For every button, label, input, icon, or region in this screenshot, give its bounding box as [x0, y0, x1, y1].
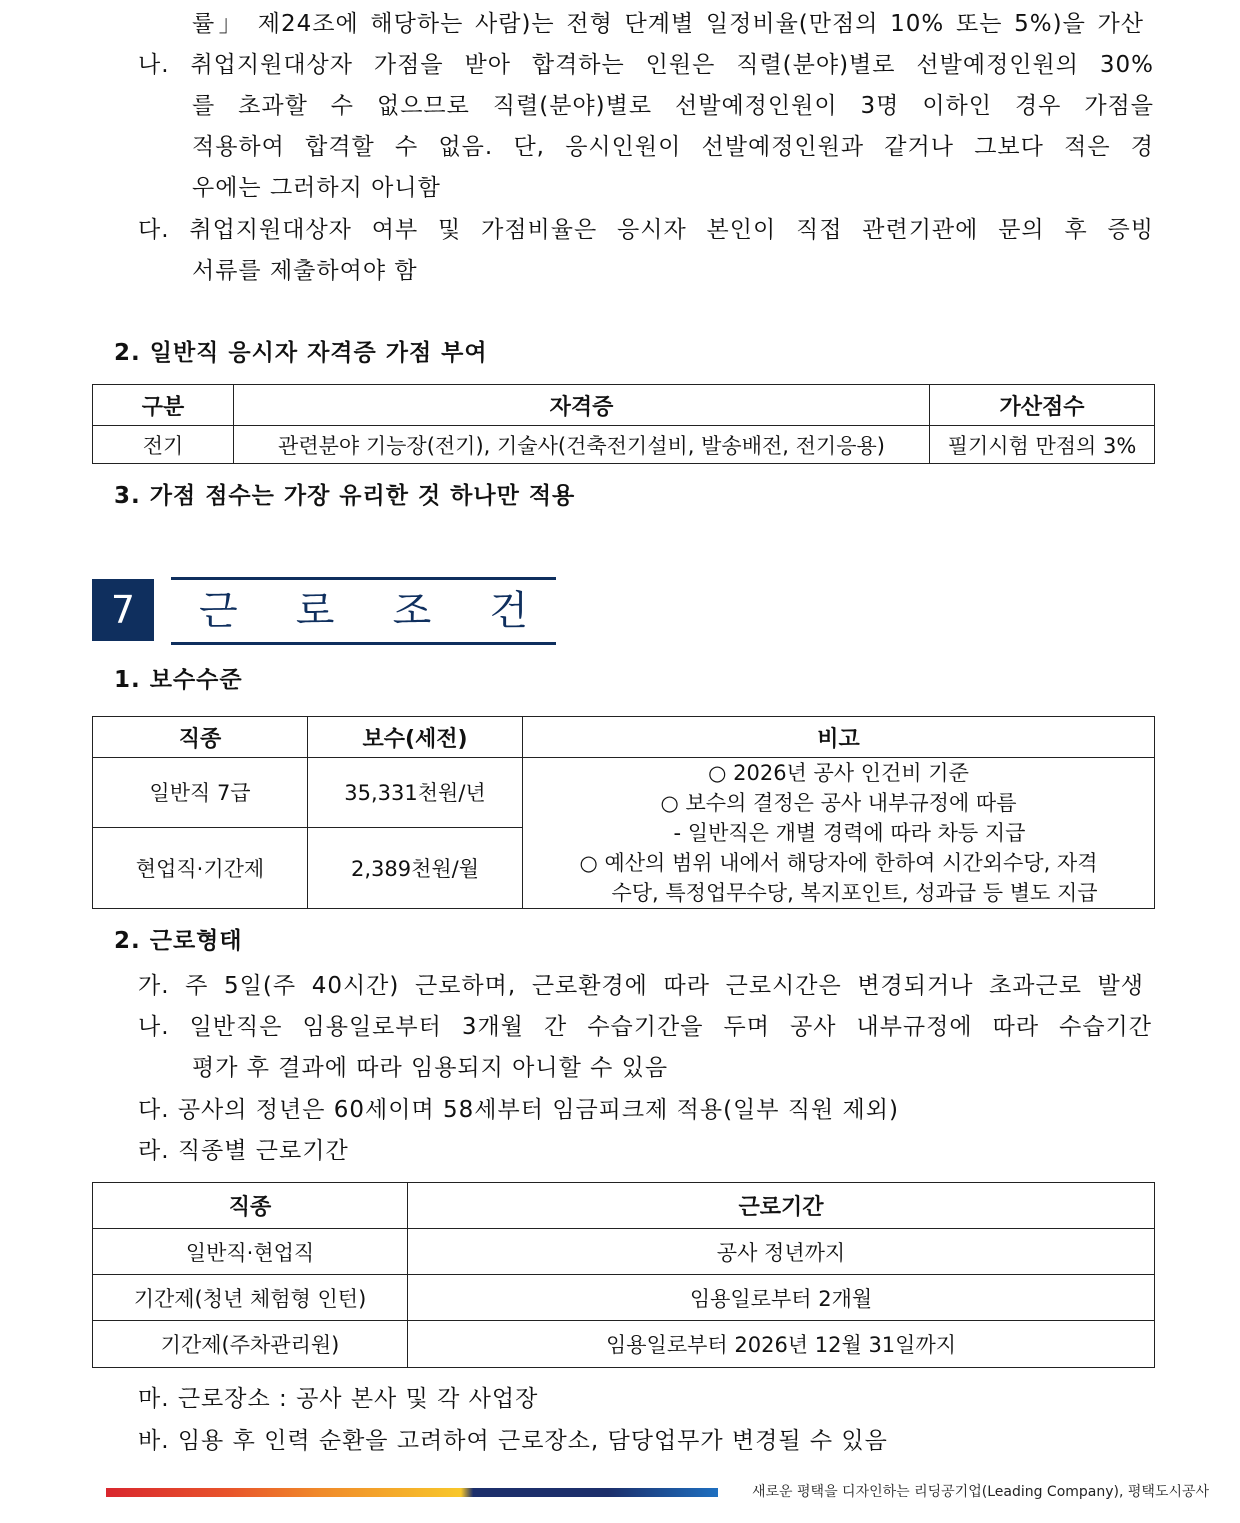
work-na-line-2: 평가 후 결과에 따라 임용되지 아니할 수 있음 — [192, 1055, 669, 1081]
cert-cell-certificate: 관련분야 기능장(전기), 기술사(건축전기설비, 발송배전, 전기응용) — [234, 426, 930, 464]
period-table — [92, 1182, 1155, 1368]
period-cell-period-1: 공사 정년까지 — [408, 1229, 1155, 1275]
item-na-line-1: 나. 취업지원대상자 가점을 받아 합격하는 인원은 직렬(분야)별로 선발예정인원의 30% — [138, 52, 1154, 78]
pay-cell-type-1: 일반직 7급 — [93, 758, 308, 828]
work-na-line-1: 나. 일반직은 임용일로부터 3개월 간 수습기간을 두며 공사 내부규정에 따라 수습기간 — [138, 1014, 1152, 1040]
remark-line-1: ○ 2026년 공사 인건비 기준 — [708, 761, 969, 785]
pay-table — [92, 716, 1155, 909]
period-header-type: 직종 — [93, 1183, 408, 1229]
pay-cell-type-2: 현업직·기간제 — [93, 827, 308, 908]
work-ra: 라. 직종별 근로기간 — [138, 1138, 349, 1164]
pay-cell-pay-1: 35,331천원/년 — [308, 758, 523, 828]
period-cell-type-3: 기간제(주차관리원) — [93, 1321, 408, 1368]
pay-cell-remarks — [523, 758, 1155, 909]
cert-cell-category: 전기 — [93, 426, 234, 464]
period-header-period: 근로기간 — [408, 1183, 1155, 1229]
cert-heading: 2. 일반직 응시자 자격증 가점 부여 — [114, 340, 488, 366]
section-title: 근 로 조 건 — [199, 588, 528, 634]
item-da-line-2: 서류를 제출하여야 함 — [192, 258, 418, 284]
section-number-badge: 7 — [92, 579, 154, 641]
remark-line-3: - 일반직은 개별 경력에 따라 차등 지급 — [673, 821, 1026, 845]
pay-header-type: 직종 — [93, 717, 308, 758]
item-na-line-2: 를 초과할 수 없으므로 직렬(분야)별로 선발예정인원이 3명 이하인 경우 가점을 — [192, 93, 1154, 119]
work-ba: 바. 임용 후 인력 순환을 고려하여 근로장소, 담당업무가 변경될 수 있음 — [138, 1428, 888, 1454]
footer-color-bar — [106, 1488, 718, 1497]
pay-heading: 1. 보수수준 — [114, 667, 243, 693]
work-ga: 가. 주 5일(주 40시간) 근로하며, 근로환경에 따라 근로시간은 변경되거나 초과근로 발생 — [138, 973, 1144, 999]
work-da: 다. 공사의 정년은 60세이며 58세부터 임금피크제 적용(일부 직원 제외) — [138, 1097, 899, 1123]
cert-header-category: 구분 — [93, 385, 234, 426]
pay-header-pay: 보수(세전) — [308, 717, 523, 758]
item-da-line-1: 다. 취업지원대상자 여부 및 가점비율은 응시자 본인이 직접 관련기관에 문의 후 증빙 — [138, 217, 1154, 243]
item-na-line-3: 적용하여 합격할 수 없음. 단, 응시인원이 선발예정인원과 같거나 그보다 적은 경 — [192, 134, 1154, 160]
intro-line-1: 률」 제24조에 해당하는 사람)는 전형 단계별 일정비율(만점의 10% 또는 5%)을 가산 — [192, 11, 1144, 37]
pay-header-remarks: 비고 — [523, 717, 1155, 758]
period-cell-type-1: 일반직·현업직 — [93, 1229, 408, 1275]
remark-line-2: ○ 보수의 결정은 공사 내부규정에 따름 — [660, 791, 1017, 815]
cert-table — [92, 384, 1155, 464]
cert-note: 3. 가점 점수는 가장 유리한 것 하나만 적용 — [114, 483, 576, 509]
work-heading: 2. 근로형태 — [114, 928, 243, 954]
remark-line-5: 수당, 특정업무수당, 복지포인트, 성과급 등 별도 지급 — [611, 881, 1098, 905]
period-cell-period-3: 임용일로부터 2026년 12월 31일까지 — [408, 1321, 1155, 1368]
cert-cell-points: 필기시험 만점의 3% — [930, 426, 1155, 464]
work-ma: 마. 근로장소 : 공사 본사 및 각 사업장 — [138, 1386, 539, 1412]
footer-slogan: 새로운 평택을 디자인하는 리딩공기업(Leading Company), 평택도시공사 — [752, 1484, 1210, 1500]
section-title-box — [171, 577, 556, 645]
pay-cell-pay-2: 2,389천원/월 — [308, 827, 523, 908]
item-na-line-4: 우에는 그러하지 아니함 — [192, 175, 441, 201]
remark-line-4: ○ 예산의 범위 내에서 해당자에 한하여 시간외수당, 자격 — [579, 851, 1098, 875]
period-cell-period-2: 임용일로부터 2개월 — [408, 1275, 1155, 1321]
cert-header-certificate: 자격증 — [234, 385, 930, 426]
cert-header-points: 가산점수 — [930, 385, 1155, 426]
period-cell-type-2: 기간제(청년 체험형 인턴) — [93, 1275, 408, 1321]
